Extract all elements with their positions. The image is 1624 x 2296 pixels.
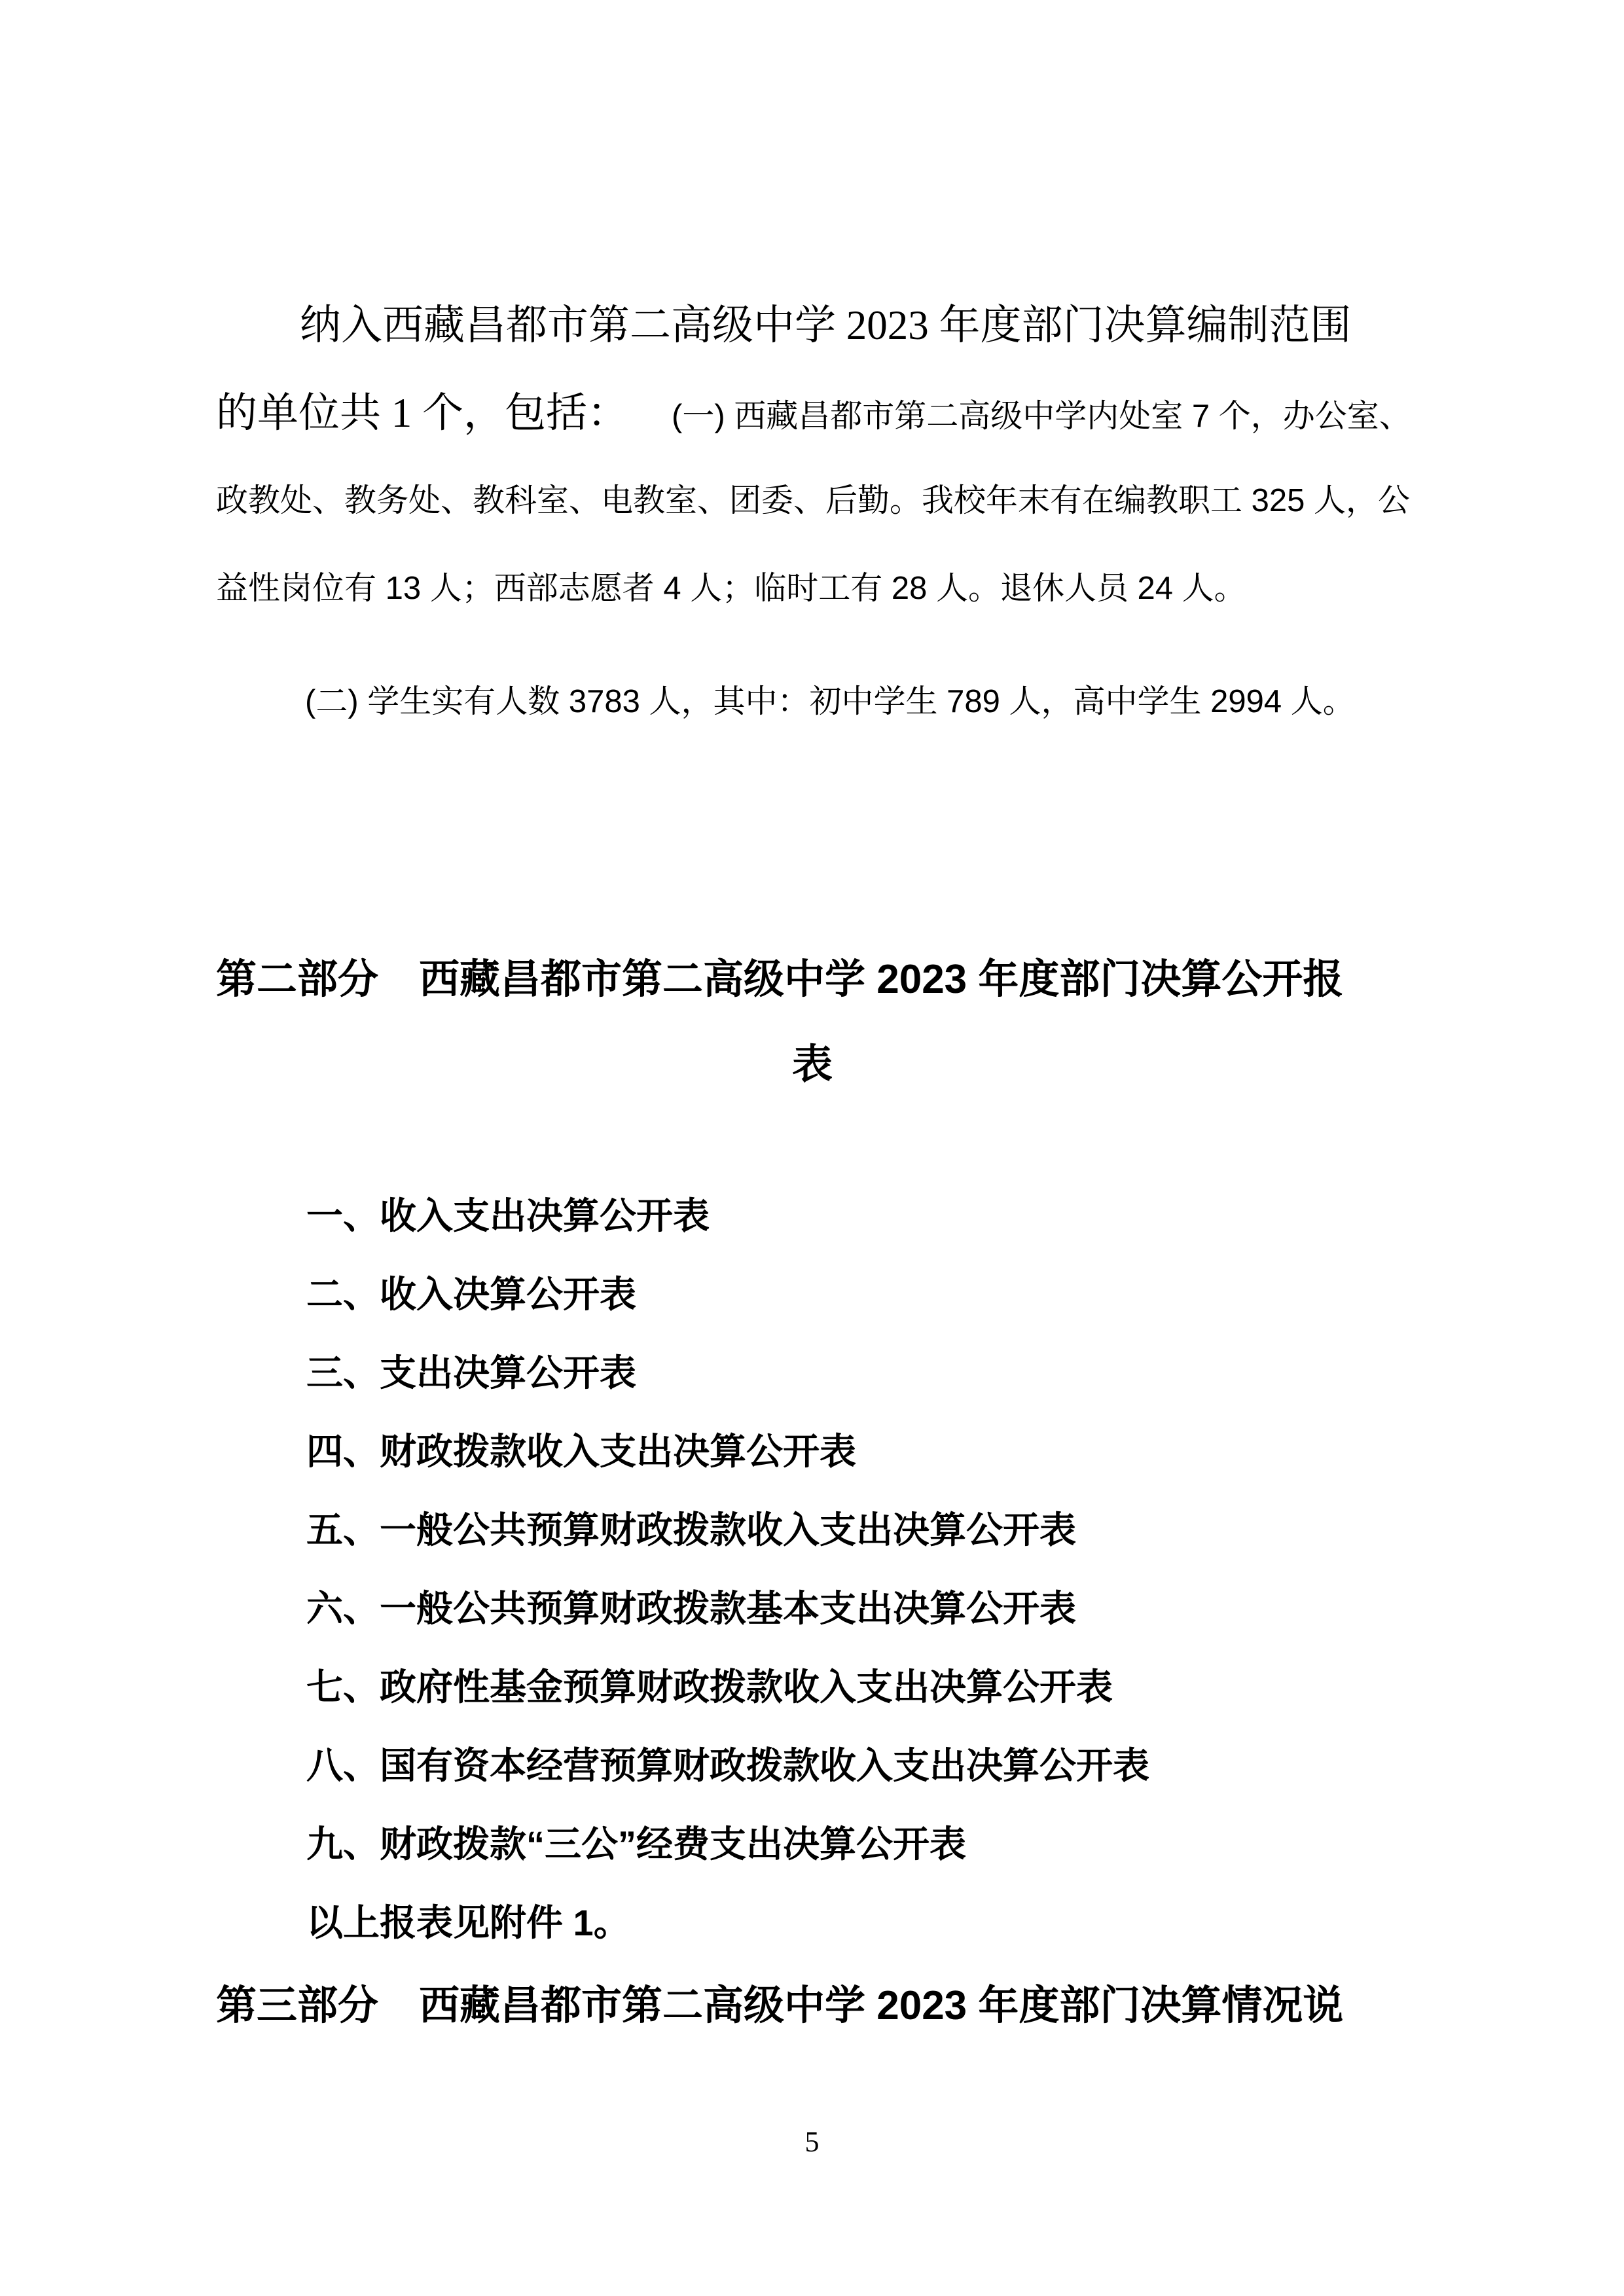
list-item: 五、一般公共预算财政拨款收入支出决算公开表 <box>306 1509 1076 1551</box>
list-item: 三、支出决算公开表 <box>306 1352 636 1393</box>
part3-heading-line1: 第三部分 西藏昌都市第二高级中学 2023 年度部门决算情况说 <box>216 1983 1344 2028</box>
page-footer <box>0 2126 1624 2159</box>
paragraph-students <box>216 658 1409 745</box>
list-item: 六、一般公共预算财政拨款基本支出决算公开表 <box>306 1588 1076 1629</box>
text-line: 益性岗位有 13 人；西部志愿者 4 人；临时工有 28 人。退休人员 24 人。 <box>216 571 1246 606</box>
text-line: 政教处、教务处、教科室、电教室、团委、后勤。我校年末有在编教职工 325 人，公 <box>216 483 1410 518</box>
text-line <box>216 369 1409 457</box>
list-item: 八、国有资本经营预算财政拨款收入支出决算公开表 <box>306 1745 1149 1786</box>
paragraph-scope <box>216 281 1409 632</box>
part2-heading-line1: 第二部分 西藏昌都市第二高级中学 2023 年度部门决算公开报 <box>216 957 1344 1002</box>
list-item: 一、收入支出决算公开表 <box>306 1195 710 1236</box>
text-run-sans: (一) 西藏昌都市第二高级中学内处室 7 个，办公室、 <box>672 399 1411 434</box>
text-run-serif: 的单位共 1 个，包括： <box>216 390 628 436</box>
part2-heading <box>216 937 1409 1107</box>
text-line: (二) 学生实有人数 3783 人，其中：初中学生 789 人，高中学生 2994 人。 <box>305 684 1355 719</box>
list-item: 七、政府性基金预算财政拨款收入支出决算公开表 <box>306 1666 1113 1708</box>
page-number: 5 <box>804 2126 820 2158</box>
list-item: 九、财政拨款“三公”经费支出决算公开表 <box>306 1823 966 1865</box>
list-item: 四、财政拨款收入支出决算公开表 <box>306 1431 856 1472</box>
table-list <box>216 1177 1409 1962</box>
list-item-attachment-note: 以上报表见附件 1。 <box>306 1902 630 1943</box>
text-line: 纳入西藏昌都市第二高级中学 2023 年度部门决算编制范围 <box>300 302 1352 348</box>
part2-heading-line2: 表 <box>791 1042 833 1087</box>
part3-heading <box>216 1965 1409 2047</box>
list-item: 二、收入决算公开表 <box>306 1274 636 1315</box>
